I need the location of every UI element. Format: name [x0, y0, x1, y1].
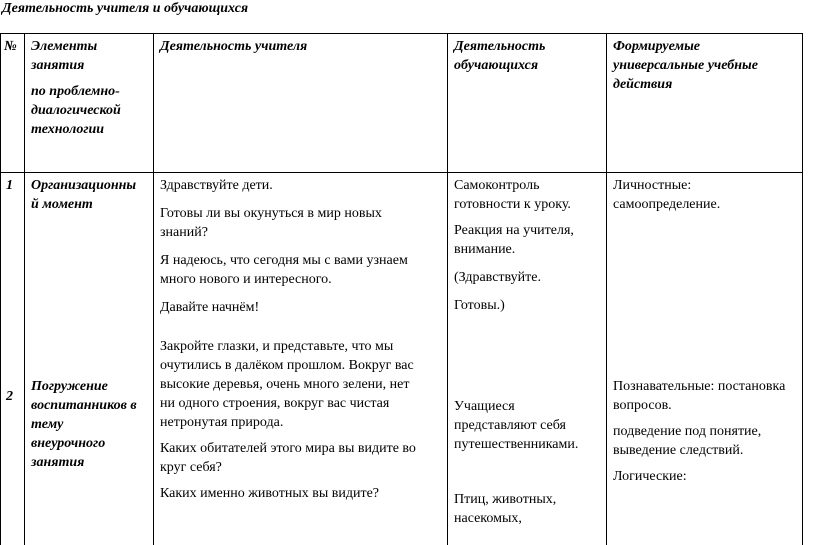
header-line: диалогической	[31, 103, 121, 118]
header-num-text: №	[4, 39, 17, 54]
teacher-line: Каких обитателей этого мира вы видите во	[160, 441, 416, 456]
row1-num	[6, 176, 13, 195]
student-line: Самоконтроль	[454, 178, 540, 193]
row1-students	[454, 176, 574, 315]
teacher-line: Готовы ли вы окунуться в мир новых	[160, 206, 382, 221]
column-divider-3	[447, 33, 448, 545]
student-line: путешественниками.	[454, 437, 579, 452]
row2-element	[31, 377, 137, 472]
teacher-line: высокие деревья, очень много зелени, нет	[160, 377, 410, 392]
header-students	[454, 37, 545, 75]
skill-line: подведение под понятие,	[613, 424, 762, 439]
header-line: Формируемые	[613, 39, 700, 54]
teacher-line: ни одного строения, вокруг вас чистая	[160, 396, 390, 411]
teacher-line: Я надеюсь, что сегодня мы с вами узнаем	[160, 253, 408, 268]
left-border	[0, 33, 1, 545]
header-row-divider	[0, 172, 803, 173]
row2-skills	[613, 377, 785, 486]
header-line: действия	[613, 77, 673, 92]
student-line: внимание.	[454, 242, 516, 257]
header-line: занятия	[31, 58, 85, 73]
student-line: Готовы.)	[454, 298, 505, 313]
header-num	[4, 37, 17, 56]
element-line: воспитанников в	[31, 398, 137, 413]
header-line: Деятельность	[454, 39, 546, 54]
element-line: внеурочного	[31, 436, 106, 451]
teacher-line: много нового и интересного.	[160, 272, 332, 287]
skill-line: самоопределение.	[613, 197, 721, 212]
student-line: готовности к уроку.	[454, 197, 571, 212]
table-top-border	[0, 33, 803, 34]
teacher-line: Каких именно животных вы видите?	[160, 486, 380, 501]
skill-line: Познавательные: постановка	[613, 379, 786, 394]
element-line: Погружение	[31, 379, 108, 394]
teacher-line: Здравствуйте дети.	[160, 178, 273, 193]
header-teacher	[160, 37, 307, 56]
student-line: (Здравствуйте.	[454, 270, 541, 285]
column-divider-2	[153, 33, 154, 545]
element-line: занятия	[31, 455, 85, 470]
element-line: тему	[31, 417, 64, 432]
teacher-line: Давайте начнём!	[160, 300, 260, 315]
row2-students	[454, 397, 578, 528]
row1-element	[31, 176, 136, 214]
teacher-line: нетронутая природа.	[160, 415, 284, 430]
student-line: Учащиеся	[454, 399, 515, 414]
header-line: по проблемно-	[31, 84, 120, 99]
teacher-line: Закройте глазки, и представьте, что мы	[160, 339, 394, 354]
column-divider-1	[24, 33, 25, 545]
skill-line: Личностные:	[613, 178, 692, 193]
student-line: представляют себя	[454, 418, 566, 433]
skill-line: выведение следствий.	[613, 443, 744, 458]
header-line: Деятельность учителя	[160, 39, 308, 54]
row2-teacher	[160, 337, 416, 503]
row-number: 2	[6, 389, 13, 404]
row1-teacher	[160, 176, 408, 317]
row1-skills	[613, 176, 720, 214]
row2-num	[6, 387, 13, 406]
column-divider-4	[606, 33, 607, 545]
header-skills	[613, 37, 758, 94]
row-number: 1	[6, 178, 13, 193]
skill-line: вопросов.	[613, 398, 672, 413]
student-line: Птиц, животных,	[454, 492, 557, 507]
header-line: Элементы	[31, 39, 98, 54]
header-line: технологии	[31, 122, 105, 137]
student-line: Реакция на учителя,	[454, 223, 574, 238]
teacher-line: очутились в далёком прошлом. Вокруг вас	[160, 358, 414, 373]
header-line: универсальные учебные	[613, 58, 758, 73]
teacher-line: круг себя?	[160, 460, 222, 475]
page-title: Деятельность учителя и обучающихся	[2, 1, 249, 16]
student-line: насекомых,	[454, 511, 522, 526]
right-border	[802, 33, 803, 545]
element-line: Организационны	[31, 178, 137, 193]
skill-line: Логические:	[613, 469, 687, 484]
element-line: й момент	[31, 197, 93, 212]
header-elements	[31, 37, 121, 139]
teacher-line: знаний?	[160, 225, 208, 240]
header-line: обучающихся	[454, 58, 539, 73]
